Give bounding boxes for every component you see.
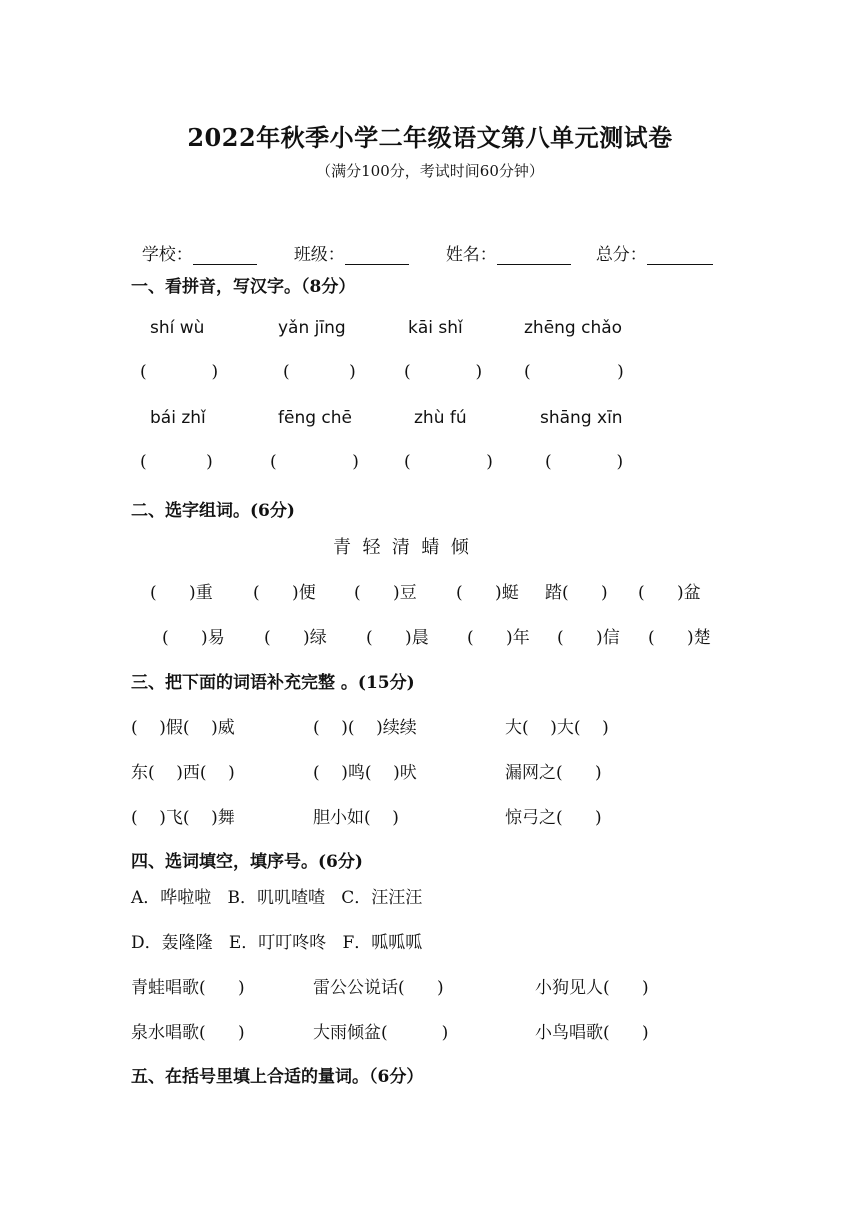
sound-item[interactable]: 小鸟唱歌( ): [535, 1023, 649, 1043]
school-field: [131, 220, 257, 265]
pinyin: zhēng chǎo: [524, 318, 623, 338]
answer-bracket[interactable]: ( ): [545, 452, 624, 472]
section-1-heading: 一、看拼音，写汉字。（8分）: [131, 277, 356, 297]
fill-item[interactable]: ( )重: [150, 583, 213, 603]
sound-item[interactable]: 小狗见人( ): [535, 978, 649, 998]
name-label: 姓名：: [445, 245, 497, 265]
answer-bracket[interactable]: ( ): [283, 362, 356, 382]
sound-item[interactable]: 泉水唱歌( ): [131, 1023, 245, 1043]
options-line-2: D．轰隆隆 E．叮叮咚咚 F．呱呱呱: [131, 933, 423, 953]
answer-bracket[interactable]: ( ): [404, 362, 483, 382]
fill-item[interactable]: 踏( ): [545, 583, 608, 603]
idiom-item[interactable]: 胆小如( ): [313, 808, 399, 828]
idiom-item[interactable]: ( )飞( )舞: [131, 808, 235, 828]
answer-bracket[interactable]: ( ): [524, 362, 624, 382]
idiom-item[interactable]: 惊弓之( ): [505, 808, 602, 828]
fill-item[interactable]: ( )豆: [354, 583, 417, 603]
idiom-item[interactable]: ( )( )续续: [313, 718, 417, 738]
idiom-item[interactable]: 东( )西( ): [131, 763, 235, 783]
idiom-item[interactable]: ( )鸣( )吠: [313, 763, 417, 783]
class-field: [283, 220, 409, 265]
choice-characters: 青 轻 清 蜻 倾: [333, 537, 469, 558]
section-3-heading: 三、把下面的词语补充完整 。(15分): [131, 673, 415, 693]
fill-item[interactable]: ( )盆: [638, 583, 701, 603]
answer-bracket[interactable]: ( ): [140, 452, 213, 472]
fill-item[interactable]: ( )信: [557, 628, 620, 648]
options-line-1: A．哗啦啦 B．叽叽喳喳 C．汪汪汪: [131, 888, 423, 908]
pinyin: shí wù: [150, 318, 205, 338]
idiom-item[interactable]: ( )假( )威: [131, 718, 235, 738]
pinyin: fēng chē: [278, 408, 352, 428]
section-5-heading: 五、在括号里填上合适的量词。（6分）: [131, 1067, 424, 1087]
name-field: [435, 220, 571, 265]
class-label: 班级：: [293, 245, 345, 265]
sound-item[interactable]: 青蛙唱歌( ): [131, 978, 245, 998]
sound-item[interactable]: 大雨倾盆( ): [313, 1023, 449, 1043]
fill-item[interactable]: ( )楚: [648, 628, 711, 648]
section-4-heading: 四、选词填空，填序号。(6分): [131, 852, 363, 872]
pinyin: kāi shǐ: [408, 318, 463, 338]
answer-bracket[interactable]: ( ): [404, 452, 493, 472]
fill-item[interactable]: ( )蜓: [456, 583, 519, 603]
pinyin: bái zhǐ: [150, 408, 206, 428]
sound-item[interactable]: 雷公公说话( ): [313, 978, 444, 998]
page-title: 2022年秋季小学二年级语文第八单元测试卷: [187, 123, 673, 152]
answer-bracket[interactable]: ( ): [270, 452, 359, 472]
idiom-item[interactable]: 大( )大( ): [505, 718, 609, 738]
section-2-heading: 二、选字组词。(6分): [131, 501, 295, 521]
fill-item[interactable]: ( )晨: [366, 628, 429, 648]
name-blank[interactable]: [497, 246, 571, 265]
total-label: 总分：: [595, 245, 647, 265]
fill-item[interactable]: ( )年: [467, 628, 530, 648]
total-field: [585, 220, 713, 265]
fill-item[interactable]: ( )便: [253, 583, 316, 603]
pinyin: zhù fú: [414, 408, 467, 428]
fill-item[interactable]: ( )绿: [264, 628, 327, 648]
class-blank[interactable]: [345, 246, 409, 265]
school-label: 学校：: [141, 245, 193, 265]
school-blank[interactable]: [193, 246, 257, 265]
total-blank[interactable]: [647, 246, 713, 265]
pinyin: yǎn jīng: [278, 318, 346, 338]
page-subtitle: （满分100分，考试时间60分钟）: [316, 162, 544, 180]
idiom-item[interactable]: 漏网之( ): [505, 763, 602, 783]
pinyin: shāng xīn: [540, 408, 623, 428]
fill-item[interactable]: ( )易: [162, 628, 225, 648]
answer-bracket[interactable]: ( ): [140, 362, 219, 382]
